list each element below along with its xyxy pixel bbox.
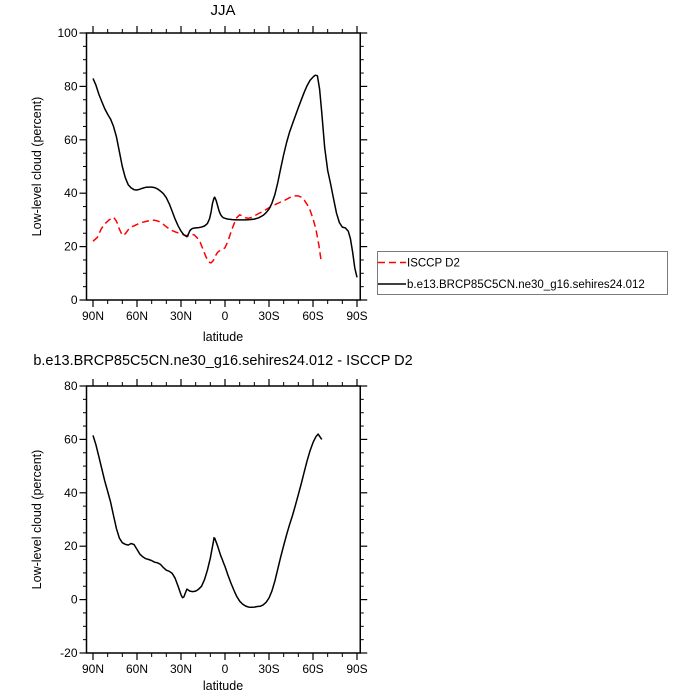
y-tick-label: 0 bbox=[70, 293, 78, 307]
legend bbox=[378, 252, 668, 295]
y-tick-label: 80 bbox=[64, 379, 78, 393]
x-tick-label: 30S bbox=[258, 662, 280, 676]
x-tick-label: 60N bbox=[125, 662, 149, 676]
x-tick-label: 0 bbox=[221, 662, 229, 676]
x-tick-label: 60N bbox=[125, 309, 149, 323]
y-tick-label: 0 bbox=[70, 592, 78, 607]
x-tick-label: 90S bbox=[346, 309, 368, 323]
top-panel-title: JJA bbox=[210, 2, 236, 19]
y-tick-label: 80 bbox=[64, 79, 78, 94]
top-panel-x-axis-title: latitude bbox=[202, 330, 244, 344]
bottom-panel-title: b.e13.BRCP85C5CN.ne30_g16.sehires24.012 - ISCCP D2 bbox=[33, 353, 413, 369]
y-tick-label: 60 bbox=[64, 132, 78, 147]
y-tick-label: 60 bbox=[64, 432, 78, 447]
x-tick-label: 0 bbox=[221, 309, 229, 323]
x-tick-label: 60S bbox=[302, 662, 324, 676]
y-tick-label: 100 bbox=[57, 26, 78, 40]
x-tick-label: 30N bbox=[169, 662, 193, 676]
legend-label: b.e13.BRCP85C5CN.ne30_g16.sehires24.012 bbox=[407, 279, 645, 291]
y-tick-label: 20 bbox=[64, 539, 78, 554]
x-tick-label: 90S bbox=[346, 662, 368, 676]
y-tick-label: -20 bbox=[60, 646, 78, 660]
bottom-panel-y-axis-title: Low-level cloud (percent) bbox=[30, 449, 44, 590]
x-tick-label: 30S bbox=[258, 309, 280, 323]
x-tick-label: 90N bbox=[81, 662, 105, 676]
x-tick-label: 90N bbox=[81, 309, 105, 323]
x-tick-label: 30N bbox=[169, 309, 193, 323]
y-tick-label: 40 bbox=[64, 186, 78, 201]
x-tick-label: 60S bbox=[302, 309, 324, 323]
y-tick-label: 40 bbox=[64, 485, 78, 500]
top-panel-y-axis-title: Low-level cloud (percent) bbox=[30, 96, 44, 237]
y-tick-label: 20 bbox=[64, 239, 78, 254]
bottom-panel-x-axis-title: latitude bbox=[202, 679, 244, 693]
legend-label: ISCCP D2 bbox=[407, 257, 460, 270]
